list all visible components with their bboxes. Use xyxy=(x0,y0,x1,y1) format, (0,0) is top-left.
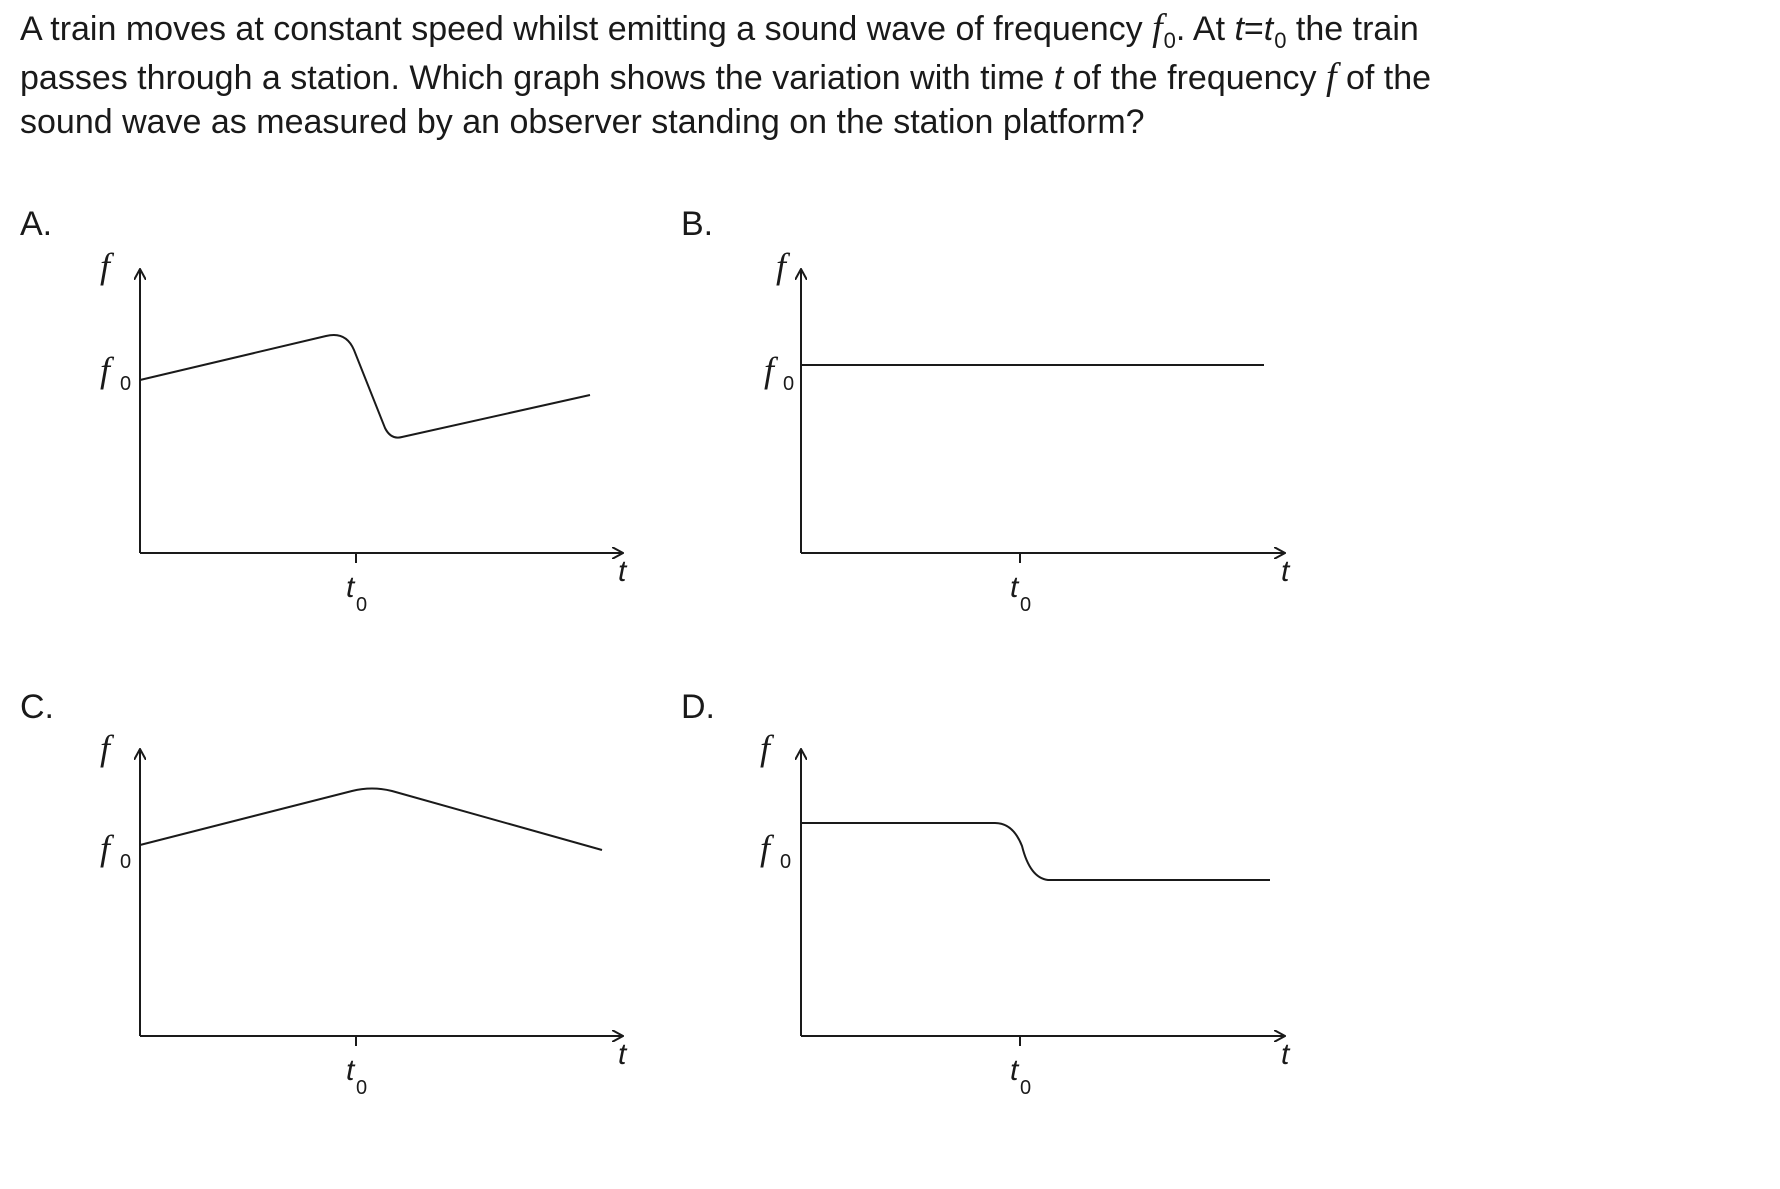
graph-d[interactable] xyxy=(760,728,1291,1099)
t0-subscript: 0 xyxy=(356,594,368,616)
question-line-2: passes through a station. Which graph shows the variation with time t of the frequency f of the xyxy=(20,56,1432,98)
frequency-curve-c xyxy=(140,789,602,851)
x-axis-label: t xyxy=(1281,1038,1290,1071)
graph-b[interactable] xyxy=(764,246,1291,616)
t0-subscript: 0 xyxy=(356,1077,368,1099)
question-line-3: sound wave as measured by an observer standing on the station platform? xyxy=(20,103,1145,141)
graph-c[interactable] xyxy=(100,728,628,1099)
f0-subscript: 0 xyxy=(783,373,795,395)
t0-label: t xyxy=(1010,571,1019,604)
question-line-1: A train moves at constant speed whilst emitting a sound wave of frequency $f_0$. At $t=t_0$ the train xyxy=(20,7,1419,53)
f0-subscript: 0 xyxy=(780,851,792,873)
x-axis-label: t xyxy=(1281,555,1290,588)
t0-label: t xyxy=(346,571,355,604)
t0-subscript: 0 xyxy=(1020,1077,1032,1099)
graph-a[interactable] xyxy=(100,246,628,616)
y-axis-label: f xyxy=(100,246,111,286)
y-axis-label: f xyxy=(776,246,787,286)
f0-label: f xyxy=(764,350,775,390)
t0-label: t xyxy=(346,1054,355,1087)
x-axis-label: t xyxy=(618,555,627,588)
option-a-label[interactable]: A. xyxy=(20,205,53,243)
frequency-curve-d xyxy=(801,823,1270,880)
x-axis-label: t xyxy=(618,1038,627,1071)
f0-label: f xyxy=(100,350,111,390)
option-b-label[interactable]: B. xyxy=(681,205,714,243)
option-d-label[interactable]: D. xyxy=(681,688,715,726)
option-c-label[interactable]: C. xyxy=(20,688,54,726)
f0-subscript: 0 xyxy=(120,373,132,395)
f0-label: f xyxy=(100,828,111,868)
y-axis-label: f xyxy=(760,728,771,768)
f0-label: f xyxy=(760,828,771,868)
t0-label: t xyxy=(1010,1054,1019,1087)
frequency-curve-a xyxy=(140,335,590,438)
t0-subscript: 0 xyxy=(1020,594,1032,616)
f0-subscript: 0 xyxy=(120,851,132,873)
y-axis-label: f xyxy=(100,728,111,768)
